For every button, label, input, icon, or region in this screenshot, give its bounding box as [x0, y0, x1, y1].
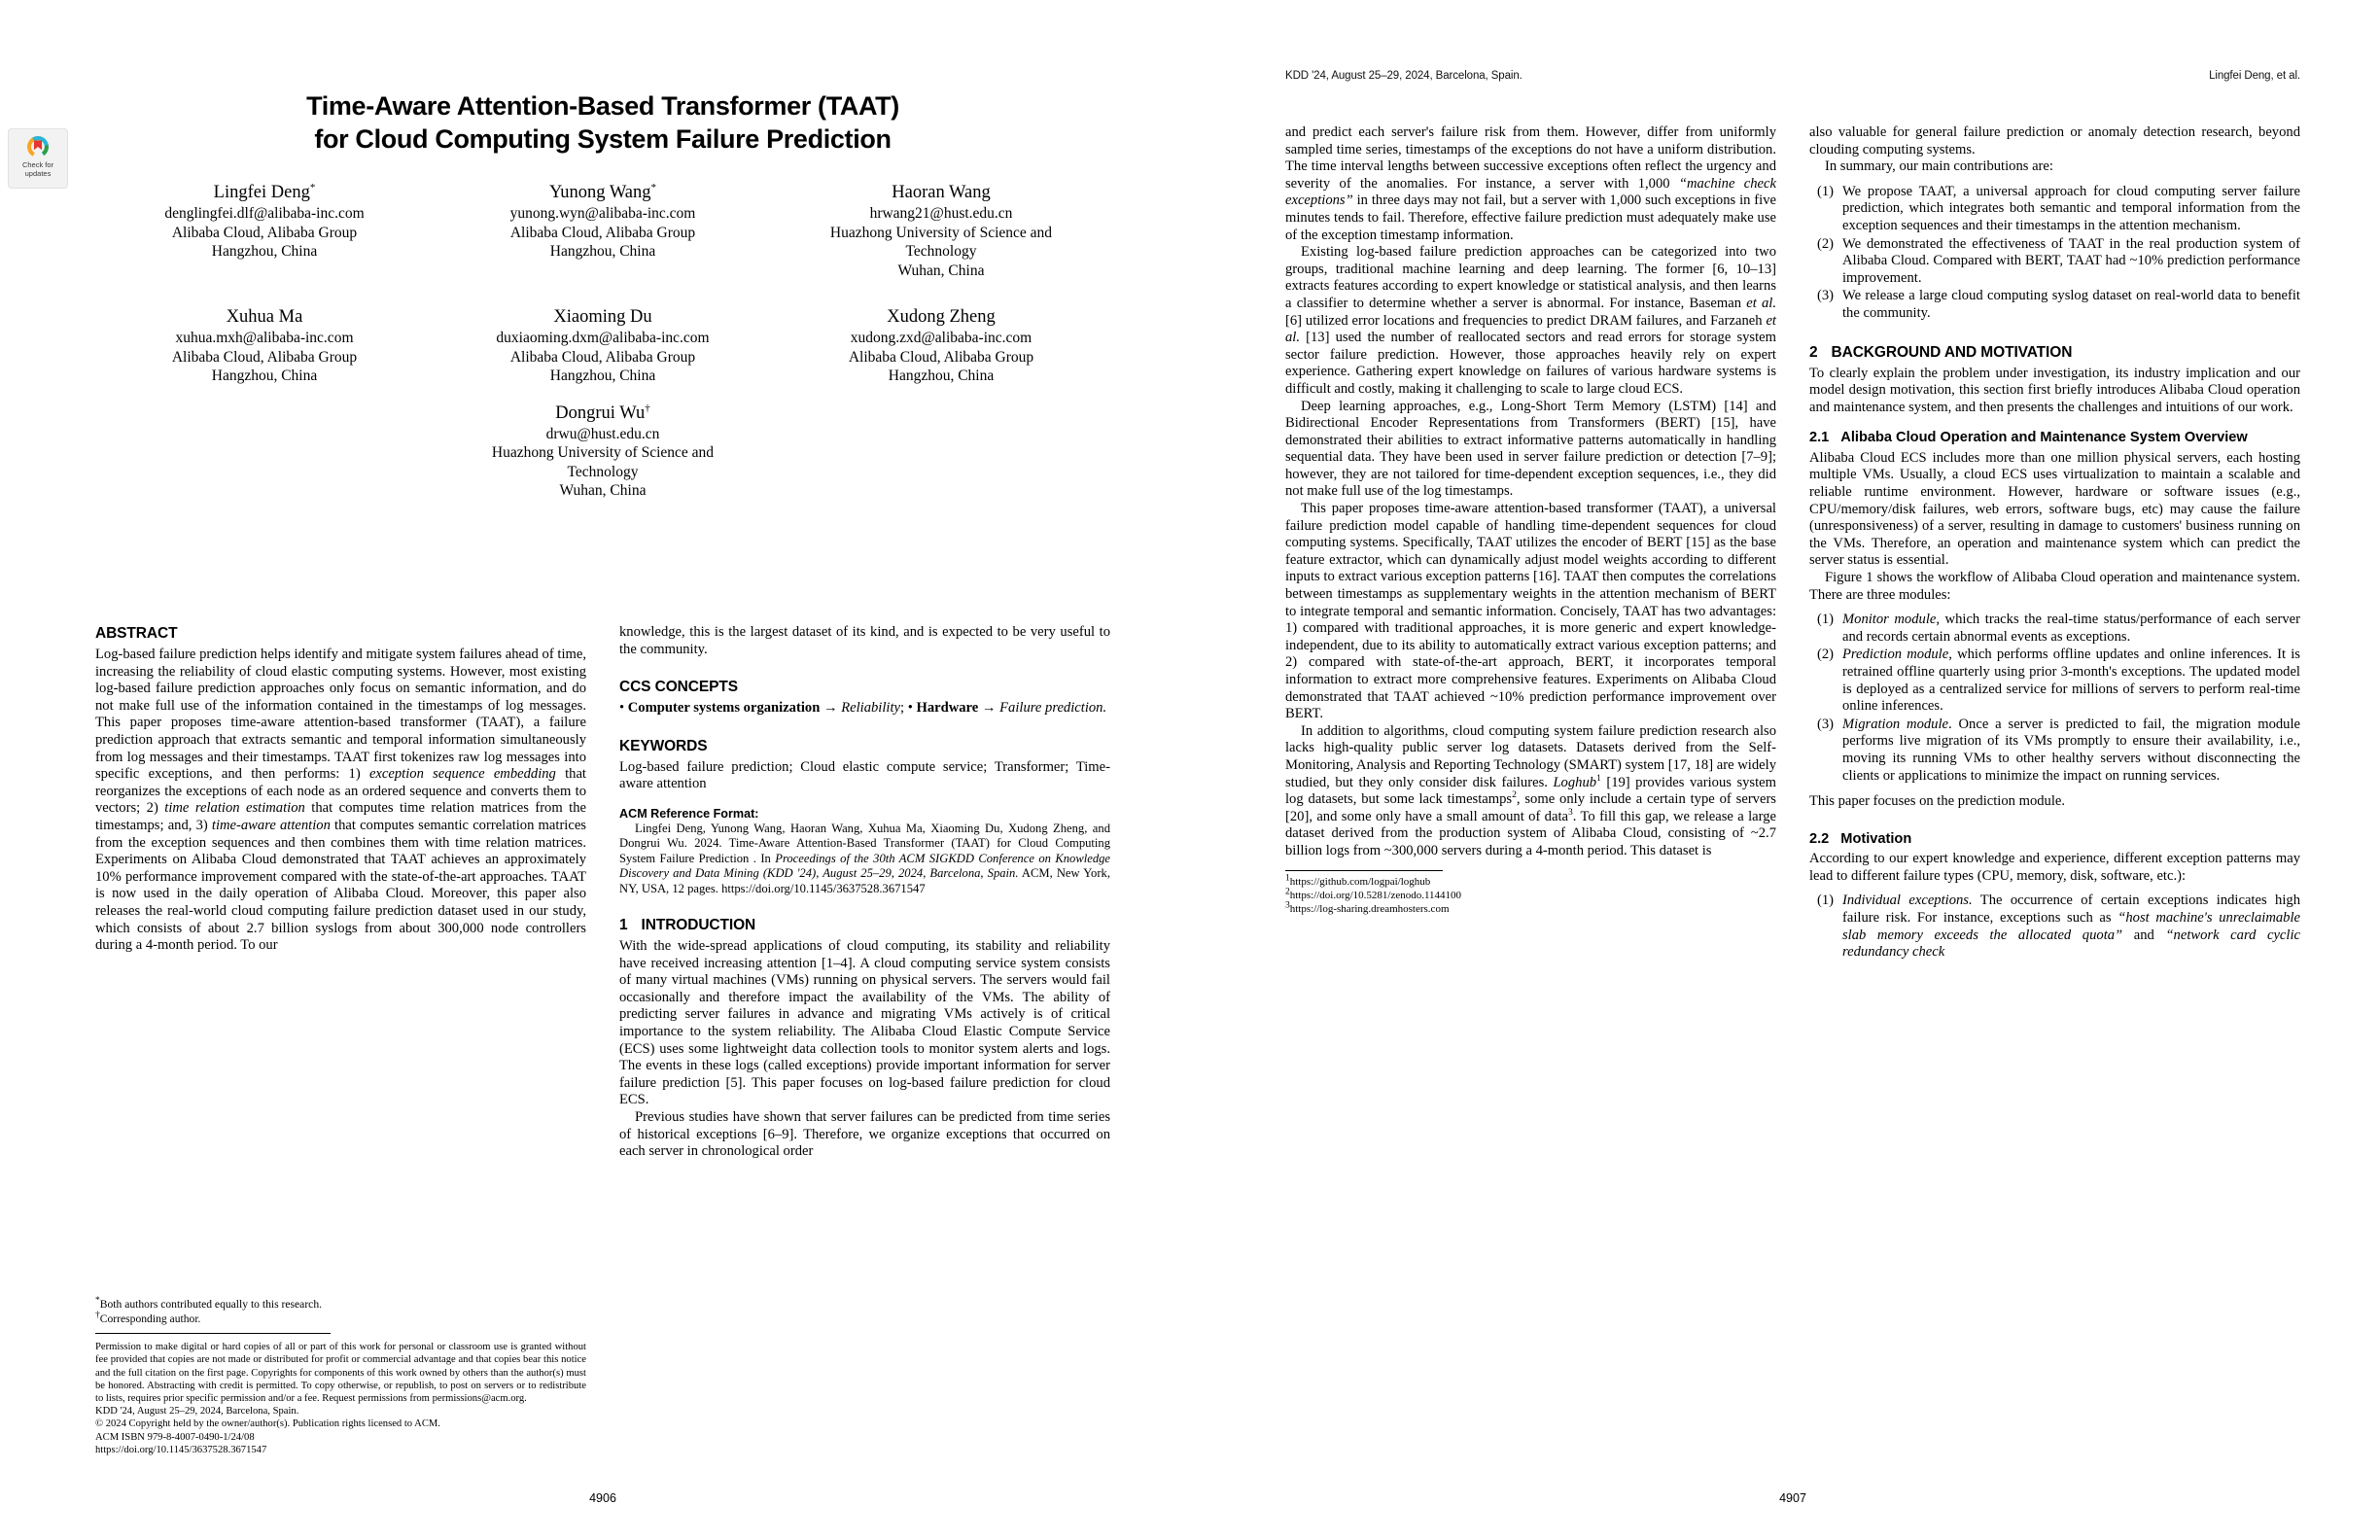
- venue-line: KDD '24, August 25–29, 2024, Barcelona, Spain.: [95, 1406, 299, 1418]
- author-name: Xudong Zheng: [887, 307, 996, 327]
- author-block: [95, 305, 434, 386]
- author-affiliation: Alibaba Cloud, Alibaba Group: [171, 348, 358, 366]
- page-number: 4906: [589, 1491, 616, 1505]
- loghub-italic: Loghub: [1553, 774, 1597, 790]
- p2-left-paragraph-2: Existing log-based failure prediction approaches can be categorized into two groups, traditional machine learning and deep learning. The former [6, 10–13] extracts features according to expert knowledge or statistical analysis, and then learns a classifier to determine whether a server is abnormal. For instance, Baseman et al. [6] utilized error locations and frequencies to predict DRAM failures, and Farzaneh et al. [13] used the number of reallocated sectors and read errors for storage system sector failure prediction. However, those approaches heavily rely on expert experience. Gathering expert knowledge on failures of various hardware systems is difficult and costly, making it challenging to scale to large cloud ECS.: [1285, 244, 1776, 397]
- author-location: Hangzhou, China: [211, 243, 318, 260]
- module-name: Migration module: [1842, 716, 1949, 732]
- list-text: We release a large cloud computing syslog dataset on real-world data to benefit the community.: [1842, 288, 2300, 321]
- list-text: We propose TAAT, a universal approach for cloud computing server failure prediction, which integrates both semantic and temporal information from the exception sequences and their timestamps in the attention mechanism.: [1842, 183, 2300, 233]
- subsection-number: 2.1: [1809, 430, 1830, 446]
- module-name: Prediction module: [1842, 647, 1949, 663]
- keywords-heading: KEYWORDS: [619, 737, 708, 754]
- modules-list: [1809, 612, 2300, 785]
- list-item: [1809, 717, 2300, 785]
- list-marker: (1): [1817, 183, 1835, 199]
- list-item: [1809, 288, 2300, 322]
- section-number: 2: [1809, 343, 1818, 361]
- doi-line[interactable]: https://doi.org/10.1145/3637528.3671547: [95, 1444, 267, 1455]
- page-title: [95, 89, 1110, 156]
- author-affiliation-2: Technology: [905, 243, 977, 260]
- abstract-text: Log-based failure prediction helps identify and mitigate system failures ahead of time, increasing the reliability of cloud elastic computing systems. However, most existing log-based failure prediction approaches only focus on semantic information, and do not make full use of the information contained in the timestamps of log messages. This paper proposes time-aware attention-based transformer (TAAT), a failure prediction approach that extracts semantic and temporal information simultaneously from log messages and their timestamps. TAAT first tokenizes raw log messages into specific exceptions, and then performs: 1) exception sequence embedding that reorganizes the exceptions of each node as an ordered sequence and converts them to vectors; 2) time relation estimation that computes time relation matrices from the timestamps; and, 3) time-aware attention that computes semantic correlation matrices from the exception sequences and then combines them with time relation matrices. Experiments on Alibaba Cloud demonstrated that TAAT achieves an approximately 10% performance improvement compared with the state-of-the-art approaches. TAAT is now used in the daily operation of Alibaba Cloud. Moreover, this paper also releases the real-world cloud computing failure prediction dataset used in our study, which consists of about 2.7 billion syslogs from about 300,000 node controllers during a 4-month period. To our: [95, 647, 586, 954]
- abstract-italic-2: time relation estimation: [164, 800, 305, 817]
- list-marker: (3): [1817, 288, 1835, 304]
- author-block: [95, 181, 434, 280]
- introduction-heading: [619, 916, 1110, 934]
- page2-footnotes: [1285, 870, 1776, 916]
- author-location: Hangzhou, China: [549, 243, 656, 260]
- author-location: Wuhan, China: [897, 262, 985, 279]
- page1-footnote-block: [95, 1298, 586, 1456]
- page1-left-column: [95, 624, 586, 1540]
- contributions-lead: In summary, our main contributions are:: [1825, 158, 2053, 175]
- keywords-text: Log-based failure prediction; Cloud elastic compute service; Transformer; Time-aware attention: [619, 758, 1110, 792]
- page1-right-column: [619, 624, 1110, 1540]
- ccs-concept-1: Computer systems organization: [627, 700, 821, 717]
- list-marker: (1): [1817, 892, 1835, 909]
- page2-right-column: [1809, 124, 2300, 1540]
- author-email: xuhua.mxh@alibaba-inc.com: [175, 330, 354, 346]
- badge-line-2: updates: [24, 168, 52, 178]
- abstract-italic-3: time-aware attention: [211, 817, 331, 833]
- page2-left-column: [1285, 124, 1776, 1540]
- sub21-paragraph-1: Alibaba Cloud ECS includes more than one million physical servers, each hosting multiple VMs. Usually, a cloud ECS uses virtualization to maintain a scalable and reliable runtime environment. However, hardware or software issues (e.g., CPU/memory/disk failures, web errors, software bugs, etc) may cause the failure (unresponsiveness) of a server, resulting in damage to customers' business running on the VMs. Therefore, an operation and maintenance system which can predict the server status is essential.: [1809, 449, 2300, 569]
- author-affiliation: Alibaba Cloud, Alibaba Group: [171, 224, 358, 241]
- author-name: Dongrui Wu†: [555, 402, 650, 423]
- author-name: Yunong Wang*: [548, 181, 657, 202]
- author-email: hrwang21@hust.edu.cn: [869, 205, 1013, 222]
- abstract-continuation: knowledge, this is the largest dataset of its kind, and is expected to be very useful to the community.: [619, 624, 1110, 657]
- footnote-3[interactable]: $^3$https://log-sharing.dreamhosters.com: [1285, 899, 1450, 915]
- module-name: Monitor module: [1842, 612, 1937, 628]
- list-marker: (2): [1817, 647, 1835, 663]
- list-marker: (1): [1817, 612, 1835, 628]
- focus-line: This paper focuses on the prediction module.: [1809, 793, 2066, 810]
- ccs-value-1: Reliability: [841, 700, 900, 717]
- section-title: INTRODUCTION: [641, 917, 756, 933]
- list-item: [1809, 892, 2300, 961]
- author-location: Hangzhou, China: [211, 368, 318, 384]
- authors-row-1: [95, 181, 1110, 280]
- list-text: Prediction module, which performs offline updates and online inferences. It is retrained offline quarterly using prior 3-month's exceptions. The updated model is deployed as a centralized service for millions of servers to perform real-time online inferences.: [1842, 647, 2300, 715]
- title-line-1: Time-Aware Attention-Based Transformer (TAAT): [306, 91, 899, 121]
- intro-paragraph-2: Previous studies have shown that server failures can be predicted from time series of historical exceptions [6–9]. Therefore, we organize exceptions that occurred on each server in chronological order: [619, 1108, 1110, 1160]
- sub22-paragraph: According to our expert knowledge and experience, different exception patterns may lead to different failure types (CPU, memory, disk, software, etc.):: [1809, 851, 2300, 884]
- author-location: Wuhan, China: [559, 482, 647, 499]
- author-name: Xuhua Ma: [226, 307, 303, 327]
- background-paragraph: To clearly explain the problem under investigation, its industry implication and our model design motivation, this section first briefly introduces Alibaba Cloud operation and maintenance system, and then presents the challenges and intuitions of our work.: [1809, 365, 2300, 415]
- list-item: [1809, 184, 2300, 235]
- background-heading: [1809, 343, 2300, 362]
- p2-left-paragraph-4: This paper proposes time-aware attention-based transformer (TAAT), a universal failure prediction model capable of handling time-dependent sequences for cloud computing systems. Specifically, TAAT utilizes the encoder of BERT [15] as the base feature extractor, which can dynamically adjust model weights according to different inputs to extract various exception patterns [16]. TAAT then computes the correlations between timestamps as supplementary weights in the attention mechanism of BERT to integrate temporal and semantic information. Concisely, TAAT has two advantages: 1) compared with traditional approaches, it is more generic and expert knowledge-independent, due to its ability to automatically extract various exception patterns; and 2) compared with state-of-the-art approach, BERT, it incorporates temporal information to extract more comprehensive features. Experiments on Alibaba Cloud demonstrated that TAAT achieved ~10% prediction performance improvement over BERT.: [1285, 501, 1776, 722]
- running-head-right: Lingfei Deng, et al.: [2209, 70, 2300, 82]
- abstract-heading: ABSTRACT: [95, 625, 178, 642]
- corresponding-author-note: †Corresponding author.: [95, 1310, 201, 1325]
- abstract-italic-1: exception sequence embedding: [368, 766, 556, 783]
- list-text: Migration module. Once a server is predicted to fail, the migration module performs live migration of its VMs promptly to ensure their availability, i.e., moving its running VMs to other healthy servers without disconnecting the clients or applications to minimize the impact on running services.: [1842, 716, 2300, 784]
- section-title: BACKGROUND AND MOTIVATION: [1831, 343, 2073, 361]
- list-item: [1809, 236, 2300, 288]
- check-for-updates-label: [22, 161, 53, 178]
- subsection-title: Alibaba Cloud Operation and Maintenance System Overview: [1840, 430, 2248, 446]
- footnote-1[interactable]: $^1$https://github.com/logpai/loghub: [1285, 872, 1431, 888]
- machine-check-exceptions-italic: “machine check exceptions”: [1285, 175, 1776, 209]
- p2-left-paragraph-3: Deep learning approaches, e.g., Long-Short Term Memory (LSTM) [14] and Bidirectional Encoder Representations from Transformers (BERT) [15], have demonstrated their abilities to extract informative patterns automatically in handling sequential data. They have been used in server failure prediction or detection [7–9]; however, they are not tailored for time-dependent exception sequences, i.e., they did not make full use of the log timestamps.: [1285, 398, 1776, 500]
- footnote-ref-2[interactable]: 2: [1512, 790, 1517, 801]
- subsection-2-2-heading: [1809, 830, 2300, 849]
- author-affiliation: Huazhong University of Science and: [491, 444, 715, 461]
- page-number: 4907: [1779, 1491, 1806, 1505]
- page2-columns: [1285, 124, 2300, 1540]
- motivation-term: Individual exceptions.: [1842, 892, 1973, 909]
- motivation-list: [1809, 892, 2300, 961]
- list-text: Individual exceptions. The occurrence of certain exceptions indicates high failure risk. For instance, exceptions such as “host machine's unreclaimable slab memory exceeds the allocated quota” and “network card cyclic redundancy check: [1842, 892, 2300, 961]
- section-number: 1: [619, 917, 628, 933]
- list-item: [1809, 612, 2300, 646]
- footnote-2[interactable]: $^2$https://doi.org/10.5281/zenodo.1144100: [1285, 886, 1462, 901]
- footnote-ref-1[interactable]: 1: [1596, 773, 1601, 784]
- title-block: [95, 89, 1110, 501]
- author-mark: *: [309, 181, 316, 193]
- author-name: Lingfei Deng*: [213, 181, 316, 202]
- ccs-concepts-text: • Computer systems organization → Reliability; • Hardware → Failure prediction.: [619, 700, 1107, 717]
- page1-columns: [95, 624, 1110, 1540]
- author-block: [772, 305, 1110, 386]
- p2-left-paragraph-1: and predict each server's failure risk from them. However, differ from uniformly sampled time series, timestamps of the exceptions do not have a uniform distribution. The time interval lengths between successive exceptions often reflect the urgency and severity of the anomalies. For instance, a server with 1,000 “machine check exceptions” in three days may not fail, but a server with 1,000 such exceptions in five minutes tends to fail. Therefore, effective failure prediction must adequately make use of the exception timestamp information.: [1285, 124, 1776, 243]
- author-affiliation: Alibaba Cloud, Alibaba Group: [848, 348, 1034, 366]
- isbn-line: ACM ISBN 979-8-4007-0490-1/24/08: [95, 1431, 255, 1443]
- author-affiliation: Alibaba Cloud, Alibaba Group: [509, 224, 696, 241]
- title-line-2: for Cloud Computing System Failure Prediction: [314, 124, 892, 154]
- author-name: Haoran Wang: [892, 183, 991, 202]
- author-email: duxiaoming.dxm@alibaba-inc.com: [496, 330, 710, 346]
- author-block: [434, 305, 772, 386]
- intro-paragraph-1: With the wide-spread applications of cloud computing, its stability and reliability have received increasing attention [1–4]. A cloud computing service system consists of many virtual machines (VMs) running on physical servers. The servers would fail occasionally and therefore impact the availability of the VMs. The ability of predicting server failures in advance and migrating VMs actively is of critical importance to the system reliability. The Alibaba Cloud Elastic Compute Service (ECS) uses some lightweight data collection tools to monitor system alerts and logs. The events in these logs (called exceptions) provide important information for server failure prediction [5]. This paper focuses on log-based failure prediction for cloud ECS.: [619, 938, 1110, 1108]
- equal-contribution-note: *Both authors contributed equally to this research.: [95, 1296, 323, 1312]
- page-2: [1190, 0, 2380, 1540]
- author-mark: *: [650, 181, 657, 193]
- author-email: denglingfei.dlf@alibaba-inc.com: [164, 205, 365, 222]
- footnote-ref-3[interactable]: 3: [1568, 807, 1573, 818]
- star-mark: *: [95, 1296, 100, 1307]
- list-marker: (3): [1817, 716, 1835, 732]
- list-item: [1809, 647, 2300, 715]
- subsection-2-1-heading: [1809, 429, 2300, 447]
- p2-left-paragraph-5: In addition to algorithms, cloud computing system failure prediction research also lacks high-quality public server log datasets. Datasets derived from the Self-Monitoring, Analysis and Reporting Technology (SMART) system [17, 18] are widely studied, but they only consider disk failures. Loghub$^1$ [19] provides various system log datasets, but some lack timestamps$^2$, some only include a certain type of servers [20], and some only have a small amount of data$^3$. To fill this gap, we release a large dataset derived from the production system of Alibaba Cloud, consisting of ~2.7 billion logs from ~300,000 servers during a 4-month period. This dataset is: [1285, 722, 1777, 858]
- p2-right-paragraph-1: also valuable for general failure prediction or anomaly detection research, beyond clouding computing systems.: [1809, 124, 2300, 158]
- author-block: [434, 181, 772, 280]
- author-name: Xiaoming Du: [553, 307, 652, 327]
- badge-line-1: Check for: [21, 160, 54, 169]
- author-email: drwu@hust.edu.cn: [545, 425, 660, 442]
- ccs-concept-2: Hardware: [916, 700, 979, 717]
- contributions-list: [1809, 184, 2300, 323]
- author-mark: †: [645, 402, 650, 414]
- author-block: [434, 402, 772, 501]
- copyright-line: © 2024 Copyright held by the owner/author(s). Publication rights licensed to ACM.: [95, 1418, 440, 1430]
- exception-quote-1: “host machine's unreclaimable slab memory exceeds the allocated quota”: [1842, 909, 2300, 943]
- check-for-updates-badge[interactable]: [8, 128, 68, 189]
- sub21-paragraph-2: Figure 1 shows the workflow of Alibaba Cloud operation and maintenance system. There are three modules:: [1809, 569, 2300, 603]
- exception-quote-2: “network card cyclic redundancy check: [1842, 927, 2300, 961]
- dagger-mark: †: [95, 1310, 100, 1320]
- permission-text: Permission to make digital or hard copies of all or part of this work for personal or classroom use is granted without fee provided that copies are not made or distributed for profit or commercial advantage and that copies bear this notice and the full citation on the first page. Copyrights for components of this work owned by others than the author(s) must be honored. Abstracting with credit is permitted. To copy otherwise, or republish, to post on servers or to redistribute to lists, requires prior specific permission and/or a fee. Request permissions from permissions@acm.org.: [95, 1342, 586, 1404]
- check-for-updates-icon: [25, 134, 51, 159]
- running-head-left: KDD '24, August 25–29, 2024, Barcelona, Spain.: [1285, 70, 1522, 82]
- footnote-divider: [1285, 870, 1443, 871]
- authors-row-2: [95, 305, 1110, 386]
- subsection-title: Motivation: [1840, 830, 1912, 847]
- author-email: xudong.zxd@alibaba-inc.com: [850, 330, 1032, 346]
- ccs-concepts-heading: CCS CONCEPTS: [619, 679, 738, 696]
- author-affiliation-2: Technology: [567, 463, 639, 480]
- author-location: Hangzhou, China: [888, 368, 995, 384]
- author-affiliation: Huazhong University of Science and: [829, 224, 1053, 241]
- subsection-number: 2.2: [1809, 830, 1830, 847]
- footnote-divider: [95, 1333, 331, 1334]
- list-marker: (2): [1817, 235, 1835, 252]
- acm-ref-venue: Proceedings of the 30th ACM SIGKDD Conference on Knowledge Discovery and Data Mining (KDD '24), August 25–29, 2024, Barcelona, Spain.: [619, 851, 1110, 881]
- acm-reference-heading: ACM Reference Format:: [619, 806, 759, 821]
- acm-reference-text: Lingfei Deng, Yunong Wang, Haoran Wang, Xuhua Ma, Xiaoming Du, Xudong Zheng, and Dongrui Wu. 2024. Time-Aware Attention-Based Transformer (TAAT) for Cloud Computing System Failure Prediction . In Proceedings of the 30th ACM SIGKDD Conference on Knowledge Discovery and Data Mining (KDD '24), August 25–29, 2024, Barcelona, Spain. ACM, New York, NY, USA, 12 pages. https://doi.org/10.1145/3637528.3671547: [619, 821, 1110, 895]
- author-block: [772, 181, 1110, 280]
- author-email: yunong.wyn@alibaba-inc.com: [509, 205, 696, 222]
- list-text: We demonstrated the effectiveness of TAAT in the real production system of Alibaba Cloud. Compared with BERT, TAAT had ~10% prediction performance improvement.: [1842, 235, 2300, 286]
- authors-row-3: [95, 402, 1110, 501]
- author-affiliation: Alibaba Cloud, Alibaba Group: [509, 348, 696, 366]
- author-location: Hangzhou, China: [549, 368, 656, 384]
- ccs-value-2: Failure prediction.: [999, 700, 1107, 717]
- list-text: Monitor module, which tracks the real-time status/performance of each server and records certain abnormal events as exceptions.: [1842, 612, 2300, 645]
